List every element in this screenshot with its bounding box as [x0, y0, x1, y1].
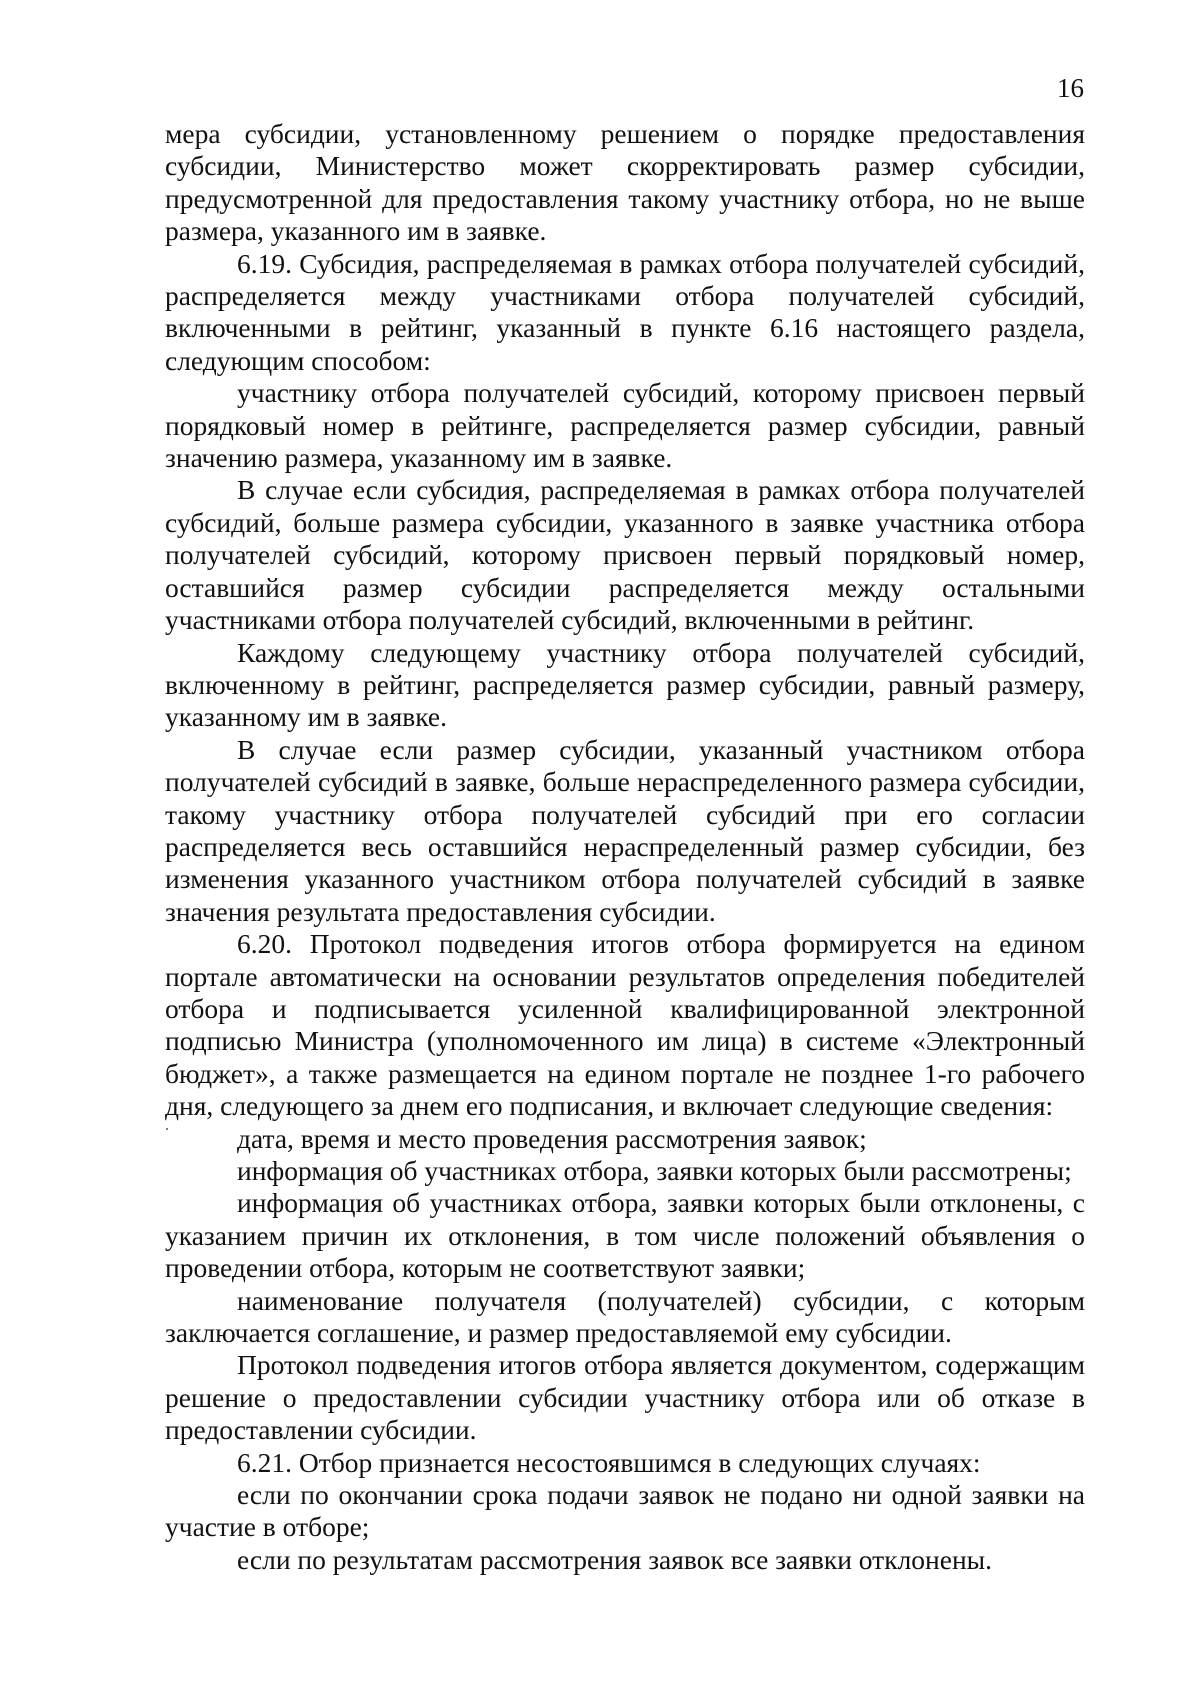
document-body [165, 118, 1085, 1576]
list-item-all-rejected: если по результатам рассмотрения заявок все заявки отклонены. [237, 1543, 993, 1575]
list-item-recipient-name: наименование получателя (получателей) субсидии, с которым заключается соглашение, и размер предоставляемой ему субсидии. [165, 1284, 1085, 1349]
paragraph-protocol-decision: Протокол подведения итогов отбора является документом, содержащим решение о предоставлении субсидии участнику отбора или об отказе в предоставлении субсидии. [165, 1349, 1085, 1446]
paragraph-each-next-participant: Каждому следующему участнику отбора получателей субсидий, включенному в рейтинг, распределяется размер субсидии, равный размеру, указанному им в заявке. [165, 636, 1085, 733]
scan-speck [166, 1128, 168, 1130]
list-item-reviewed-applications: информация об участниках отбора, заявки которых были рассмотрены; [237, 1155, 1072, 1186]
paragraph-continuation: мера субсидии, установленному решением о порядке предоставления субсидии, Министерство может скорректировать размер субсидии, предусмотренной для предоставления такому участнику отбора, но не выше размера, указанного им в заявке. [165, 118, 1085, 247]
list-item-no-applications: если по окончании срока подачи заявок не подано ни одной заявки на участие в отборе; [165, 1479, 1085, 1543]
paragraph-6-20: 6.20. Протокол подведения итогов отбора формируется на едином портале автоматически на основании результатов определения победителей отбора и подписывается усиленной квалифицированной электронной подписью Министра (уполномоченного им лица) в системе «Электронный бюджет», а также размещается на едином портале не позднее 1-го рабочего дня, следующего за днем его подписания, и включает следующие сведения: [165, 928, 1085, 1122]
paragraph-undistributed-subsidy: В случае если размер субсидии, указанный участником отбора получателей субсидий в заявке, больше нераспределенного размера субсидии, такому участнику отбора получателей субсидий при его согласии распределяется весь оставшийся нераспределенный размер субсидии, без изменения указанного участником отбора получателей субсидий в заявке значения результата предоставления субсидии. [165, 733, 1085, 927]
list-item-date-time-place: дата, время и место проведения рассмотрения заявок; [237, 1122, 867, 1154]
paragraph-first-participant: участнику отбора получателей субсидий, которому присвоен первый порядковый номер в рейтинге, распределяется размер субсидии, равный значению размера, указанному им в заявке. [165, 377, 1085, 474]
paragraph-6-19: 6.19. Субсидия, распределяемая в рамках отбора получателей субсидий, распределяется между участниками отбора получателей субсидий, включенными в рейтинг, указанный в пункте 6.16 настоящего раздела, следующим способом: [165, 247, 1085, 376]
paragraph-6-21: 6.21. Отбор признается несостоявшимся в следующих случаях: [237, 1446, 981, 1478]
page-number: 16 [1057, 73, 1084, 103]
paragraph-remaining-subsidy: В случае если субсидия, распределяемая в рамках отбора получателей субсидий, больше размера субсидии, указанного в заявке участника отбора получателей субсидий, которому присвоен первый порядковый номер, оставшийся размер субсидии распределяется между остальными участниками отбора получателей субсидий, включенными в рейтинг. [165, 474, 1085, 636]
list-item-rejected-applications: информация об участниках отбора, заявки которых были отклонены, с указанием причин их отклонения, в том числе положений объявления о проведении отбора, которым не соответствуют заявки; [165, 1187, 1085, 1284]
